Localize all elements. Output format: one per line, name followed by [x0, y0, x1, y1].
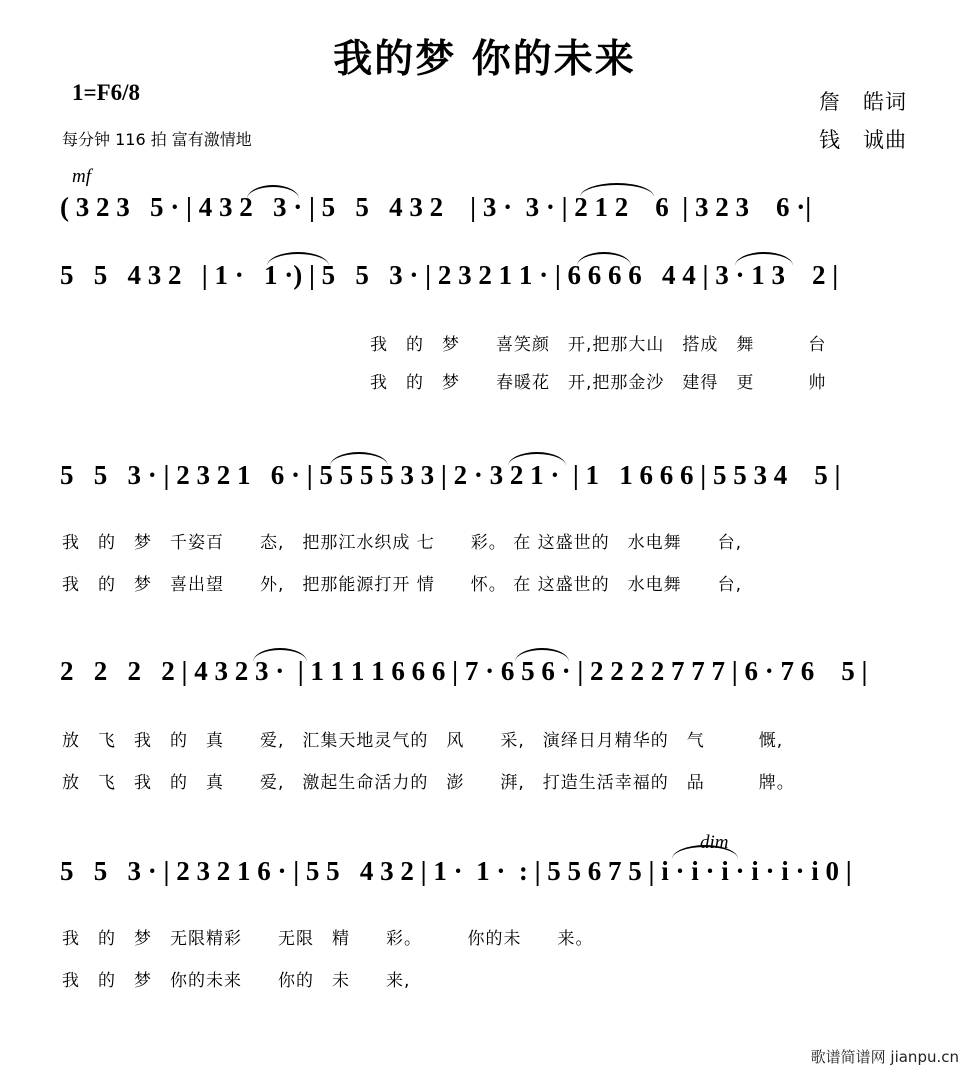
page-title: 我的梦 你的未来: [333, 37, 636, 82]
composer-credit: 钱 诚曲: [819, 128, 907, 152]
dynamic-dim: dim: [700, 832, 729, 853]
tempo-marking: 每分钟 116 拍 富有激情地: [62, 130, 252, 149]
notation-line: 5 5 4 3 2 | 1 · 1 ·) | 5 5 3 · | 2 3 2 1 1 · | 6 6 6 6 4 4 | 3 · 1 3 2 |: [60, 260, 839, 290]
lyric-line: 我 的 梦 喜笑颜 开,把那大山 搭成 舞 台: [370, 335, 827, 355]
notation-line: 5 5 3 · | 2 3 2 1 6 · | 5 5 5 5 3 3 | 2 · 3 2 1 · | 1 1 6 6 6 | 5 5 3 4 5 |: [60, 460, 841, 490]
dynamic-mf: mf: [72, 166, 91, 187]
notation-line: 2 2 2 2 | 4 3 2 3 · | 1 1 1 1 6 6 6 | 7 · 6 5 6 · | 2 2 2 2 7 7 7 | 6 · 7 6 5 |: [60, 656, 868, 686]
lyric-line: 我 的 梦 千姿百 态, 把那江水织成 七 彩。 在 这盛世的 水电舞 台,: [62, 533, 743, 553]
lyricist-credit: 詹 皓词: [819, 90, 907, 114]
lyric-line: 我 的 梦 无限精彩 无限 精 彩。 你的未 来。: [62, 929, 594, 949]
lyric-line: 我 的 梦 你的未来 你的 未 来,: [62, 971, 411, 991]
lyric-line: 我 的 梦 春暖花 开,把那金沙 建得 更 帅: [370, 373, 827, 393]
lyric-line: 我 的 梦 喜出望 外, 把那能源打开 情 怀。 在 这盛世的 水电舞 台,: [62, 575, 743, 595]
notation-line: 5 5 3 · | 2 3 2 1 6 · | 5 5 4 3 2 | 1 · 1 · : | 5 5 6 7 5 | i · i · i · i · i · i 0 |: [60, 856, 852, 886]
lyric-line: 放 飞 我 的 真 爱, 汇集天地灵气的 风 采, 演绎日月精华的 气 慨,: [62, 731, 784, 751]
notation-line: ( 3 2 3 5 · | 4 3 2 3 · | 5 5 4 3 2 | 3 · 3 · | 2 1 2 6 | 3 2 3 6 ·|: [60, 192, 812, 222]
lyric-line: 放 飞 我 的 真 爱, 激起生命活力的 澎 湃, 打造生活幸福的 品 牌。: [62, 773, 795, 793]
watermark: 歌谱简谱网 jianpu.cn: [810, 1048, 959, 1066]
key-signature: 1=F6/8: [72, 80, 141, 105]
